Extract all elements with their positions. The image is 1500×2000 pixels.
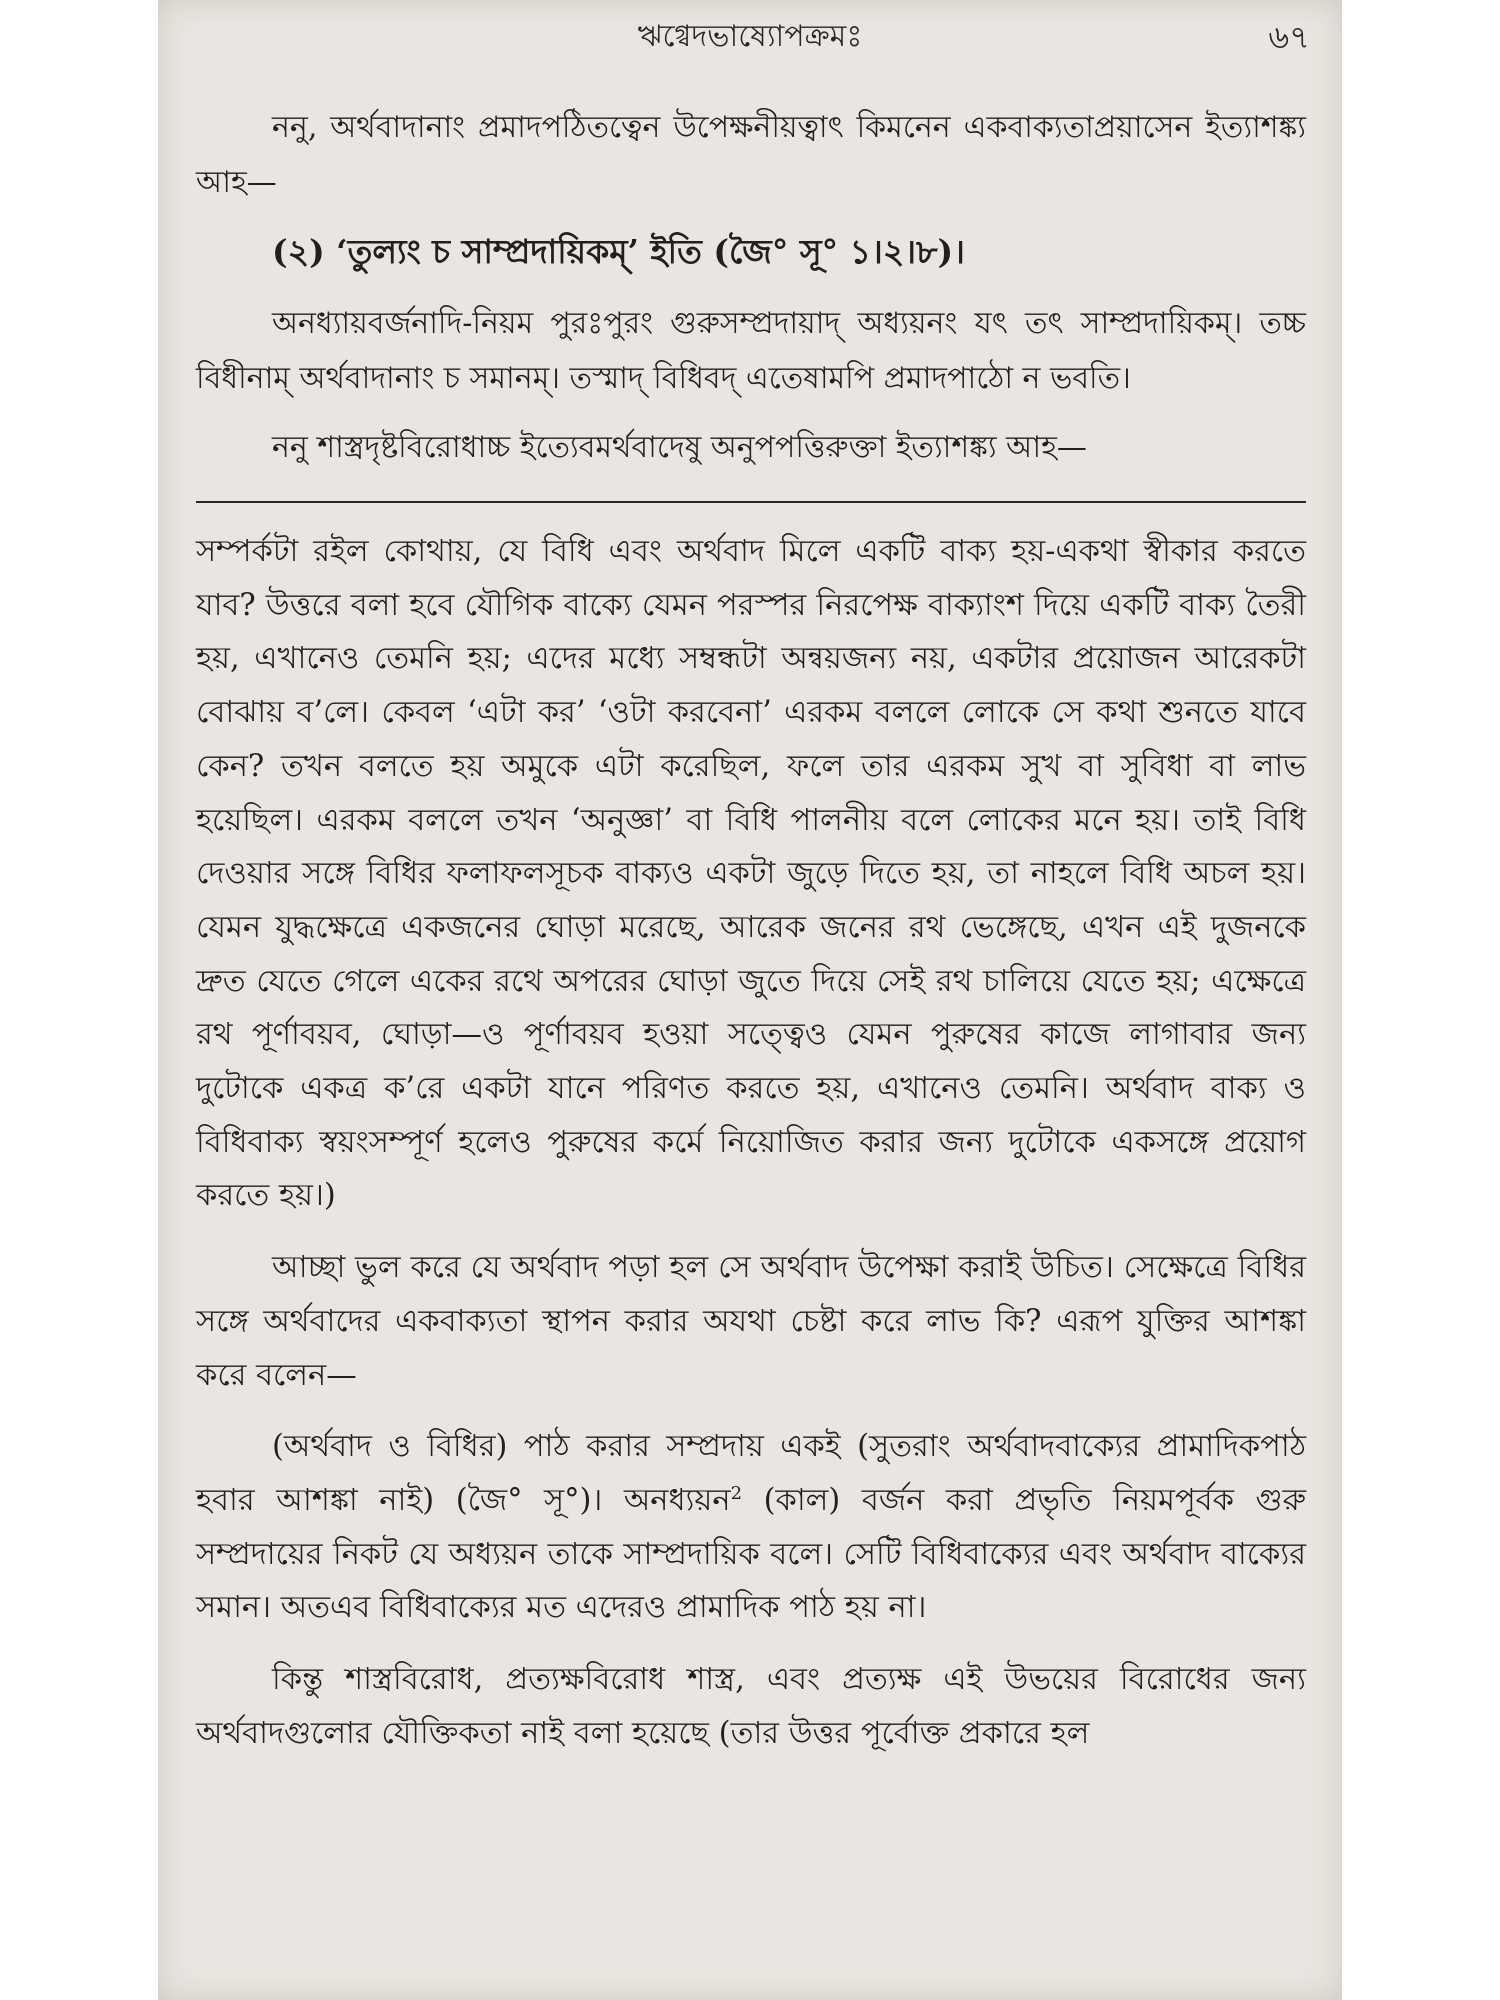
- main-text: [196, 100, 1306, 1760]
- footnote-marker: 2: [730, 1482, 743, 1504]
- sanskrit-paragraph-1: ননু, অর্থবাদানাং প্রমাদপঠিতত্বেন উপেক্ষনীয়ত্বাৎ কিমনেন একবাক্যতাপ্রয়াসেন ইত্যাশঙ্ক্য আহ—: [196, 110, 1306, 200]
- translation-paragraph-1: সম্পর্কটা রইল কোথায়, যে বিধি এবং অর্থবাদ মিলে একটি বাক্য হয়-একথা স্বীকার করতে যাব? উত্তরে বলা হবে যৌগিক বাক্যে যেমন পরস্পর নিরপেক্ষ বাক্যাংশ দিয়ে একটি বাক্য তৈরী হয়, এখানেও তেমনি হয়; এদের মধ্যে সম্বন্ধটা অন্বয়জন্য নয়, একটার প্রয়োজন আরেকটা বোঝায় ব’লে। কেবল ‘এটা কর’ ‘ওটা করবেনা’ এরকম বললে লোকে সে কথা শুনতে যাবে কেন? তখন বলতে হয় অমুকে এটা করেছিল, ফলে তার এরকম সুখ বা সুবিধা বা লাভ হয়েছিল। এরকম বললে তখন ‘অনুজ্ঞা’ বা বিধি পালনীয় বলে লোকের মনে হয়। তাই বিধি দেওয়ার সঙ্গে বিধির ফলাফলসূচক বাক্যও একটা জুড়ে দিতে হয়, তা নাহলে বিধি অচল হয়। যেমন যুদ্ধক্ষেত্রে একজনের ঘোড়া মরেছে, আরেক জনের রথ ভেঙ্গেছে, এখন এই দুজনকে দ্রুত যেতে গেলে একের রথে অপরের ঘোড়া জুতে দিয়ে সেই রথ চালিয়ে যেতে হয়; এক্ষেত্রে রথ পূর্ণাবয়ব, ঘোড়া—ও পূর্ণাবয়ব হওয়া সত্ত্বেও যেমন পুরুষের কাজে লাগাবার জন্য দুটোকে একত্র ক’রে একটা যানে পরিণত করতে হয়, এখানেও তেমনি। অর্থবাদ বাক্য ও বিধিবাক্য স্বয়ংসম্পূর্ণ হলেও পুরুষের কর্মে নিয়োজিত করার জন্য দুটোকে একসঙ্গে প্রয়োগ করতে হয়।): [196, 534, 1306, 1214]
- sutra-line: (২) ‘তুল্যং চ সাম্প্রদায়িকম্’ ইতি (জৈ° সূ° ১।২।৮)।: [272, 232, 965, 271]
- translation-paragraph-3: [196, 1420, 1306, 1635]
- section-divider: [196, 501, 1306, 503]
- translation-paragraph-3-part-1: (অর্থবাদ ও বিধির) পাঠ করার সম্প্রদায় একই (সুতরাং অর্থবাদবাক্যের প্রামাদিকপাঠ হবার আশঙ্কা নাই) (জৈ° সূ°)। অনধ্যয়ন: [196, 1429, 1306, 1518]
- bengali-translation: [196, 525, 1306, 1760]
- sanskrit-paragraph-3: ননু শাস্ত্রদৃষ্টবিরোধাচ্চ ইত্যেবমর্থবাদেষু অনুপপত্তিরুক্তা ইত্যাশঙ্ক্য আহ—: [272, 430, 1087, 465]
- sanskrit-paragraph-2: অনধ্যায়বর্জনাদি-নিয়ম পুরঃপুরং গুরুসম্প্রদায়াদ্ অধ্যয়নং যৎ তৎ সাম্প্রদায়িকম্। তচ্চ বিধীনাম্ অর্থবাদানাং চ সমানম্। তস্মাদ্ বিধিবদ্ এতেষামপি প্রমাদপাঠো ন ভবতি।: [196, 306, 1306, 396]
- book-page: [158, 0, 1342, 2000]
- running-title: ঋগ্বেদভাষ্যোপক্রমঃ: [637, 19, 863, 54]
- page-number: ৬৭: [1268, 18, 1310, 56]
- running-head: [158, 8, 1342, 64]
- translation-paragraph-4: কিন্তু শাস্ত্রবিরোধ, প্রত্যক্ষবিরোধ শাস্ত্র, এবং প্রত্যক্ষ এই উভয়ের বিরোধের জন্য অর্থবাদগুলোর যৌক্তিকতা নাই বলা হয়েছে (তার উত্তর পূর্বোক্ত প্রকারে হল: [196, 1662, 1306, 1751]
- translation-paragraph-2: আচ্ছা ভুল করে যে অর্থবাদ পড়া হল সে অর্থবাদ উপেক্ষা করাই উচিত। সেক্ষেত্রে বিধির সঙ্গে অর্থবাদের একবাক্যতা স্থাপন করার অযথা চেষ্টা করে লাভ কি? এরূপ যুক্তির আশঙ্কা করে বলেন—: [196, 1250, 1306, 1393]
- translation-paragraph-3-part-2: (কাল) বর্জন করা প্রভৃতি নিয়মপূর্বক গুরু সম্প্রদায়ের নিকট যে অধ্যয়ন তাকে সাম্প্রদায়িক বলে। সেটি বিধিবাক্যের এবং অর্থবাদ বাক্যের সমান। অতএব বিধিবাক্যের মত এদেরও প্রামাদিক পাঠ হয় না।: [196, 1482, 1306, 1626]
